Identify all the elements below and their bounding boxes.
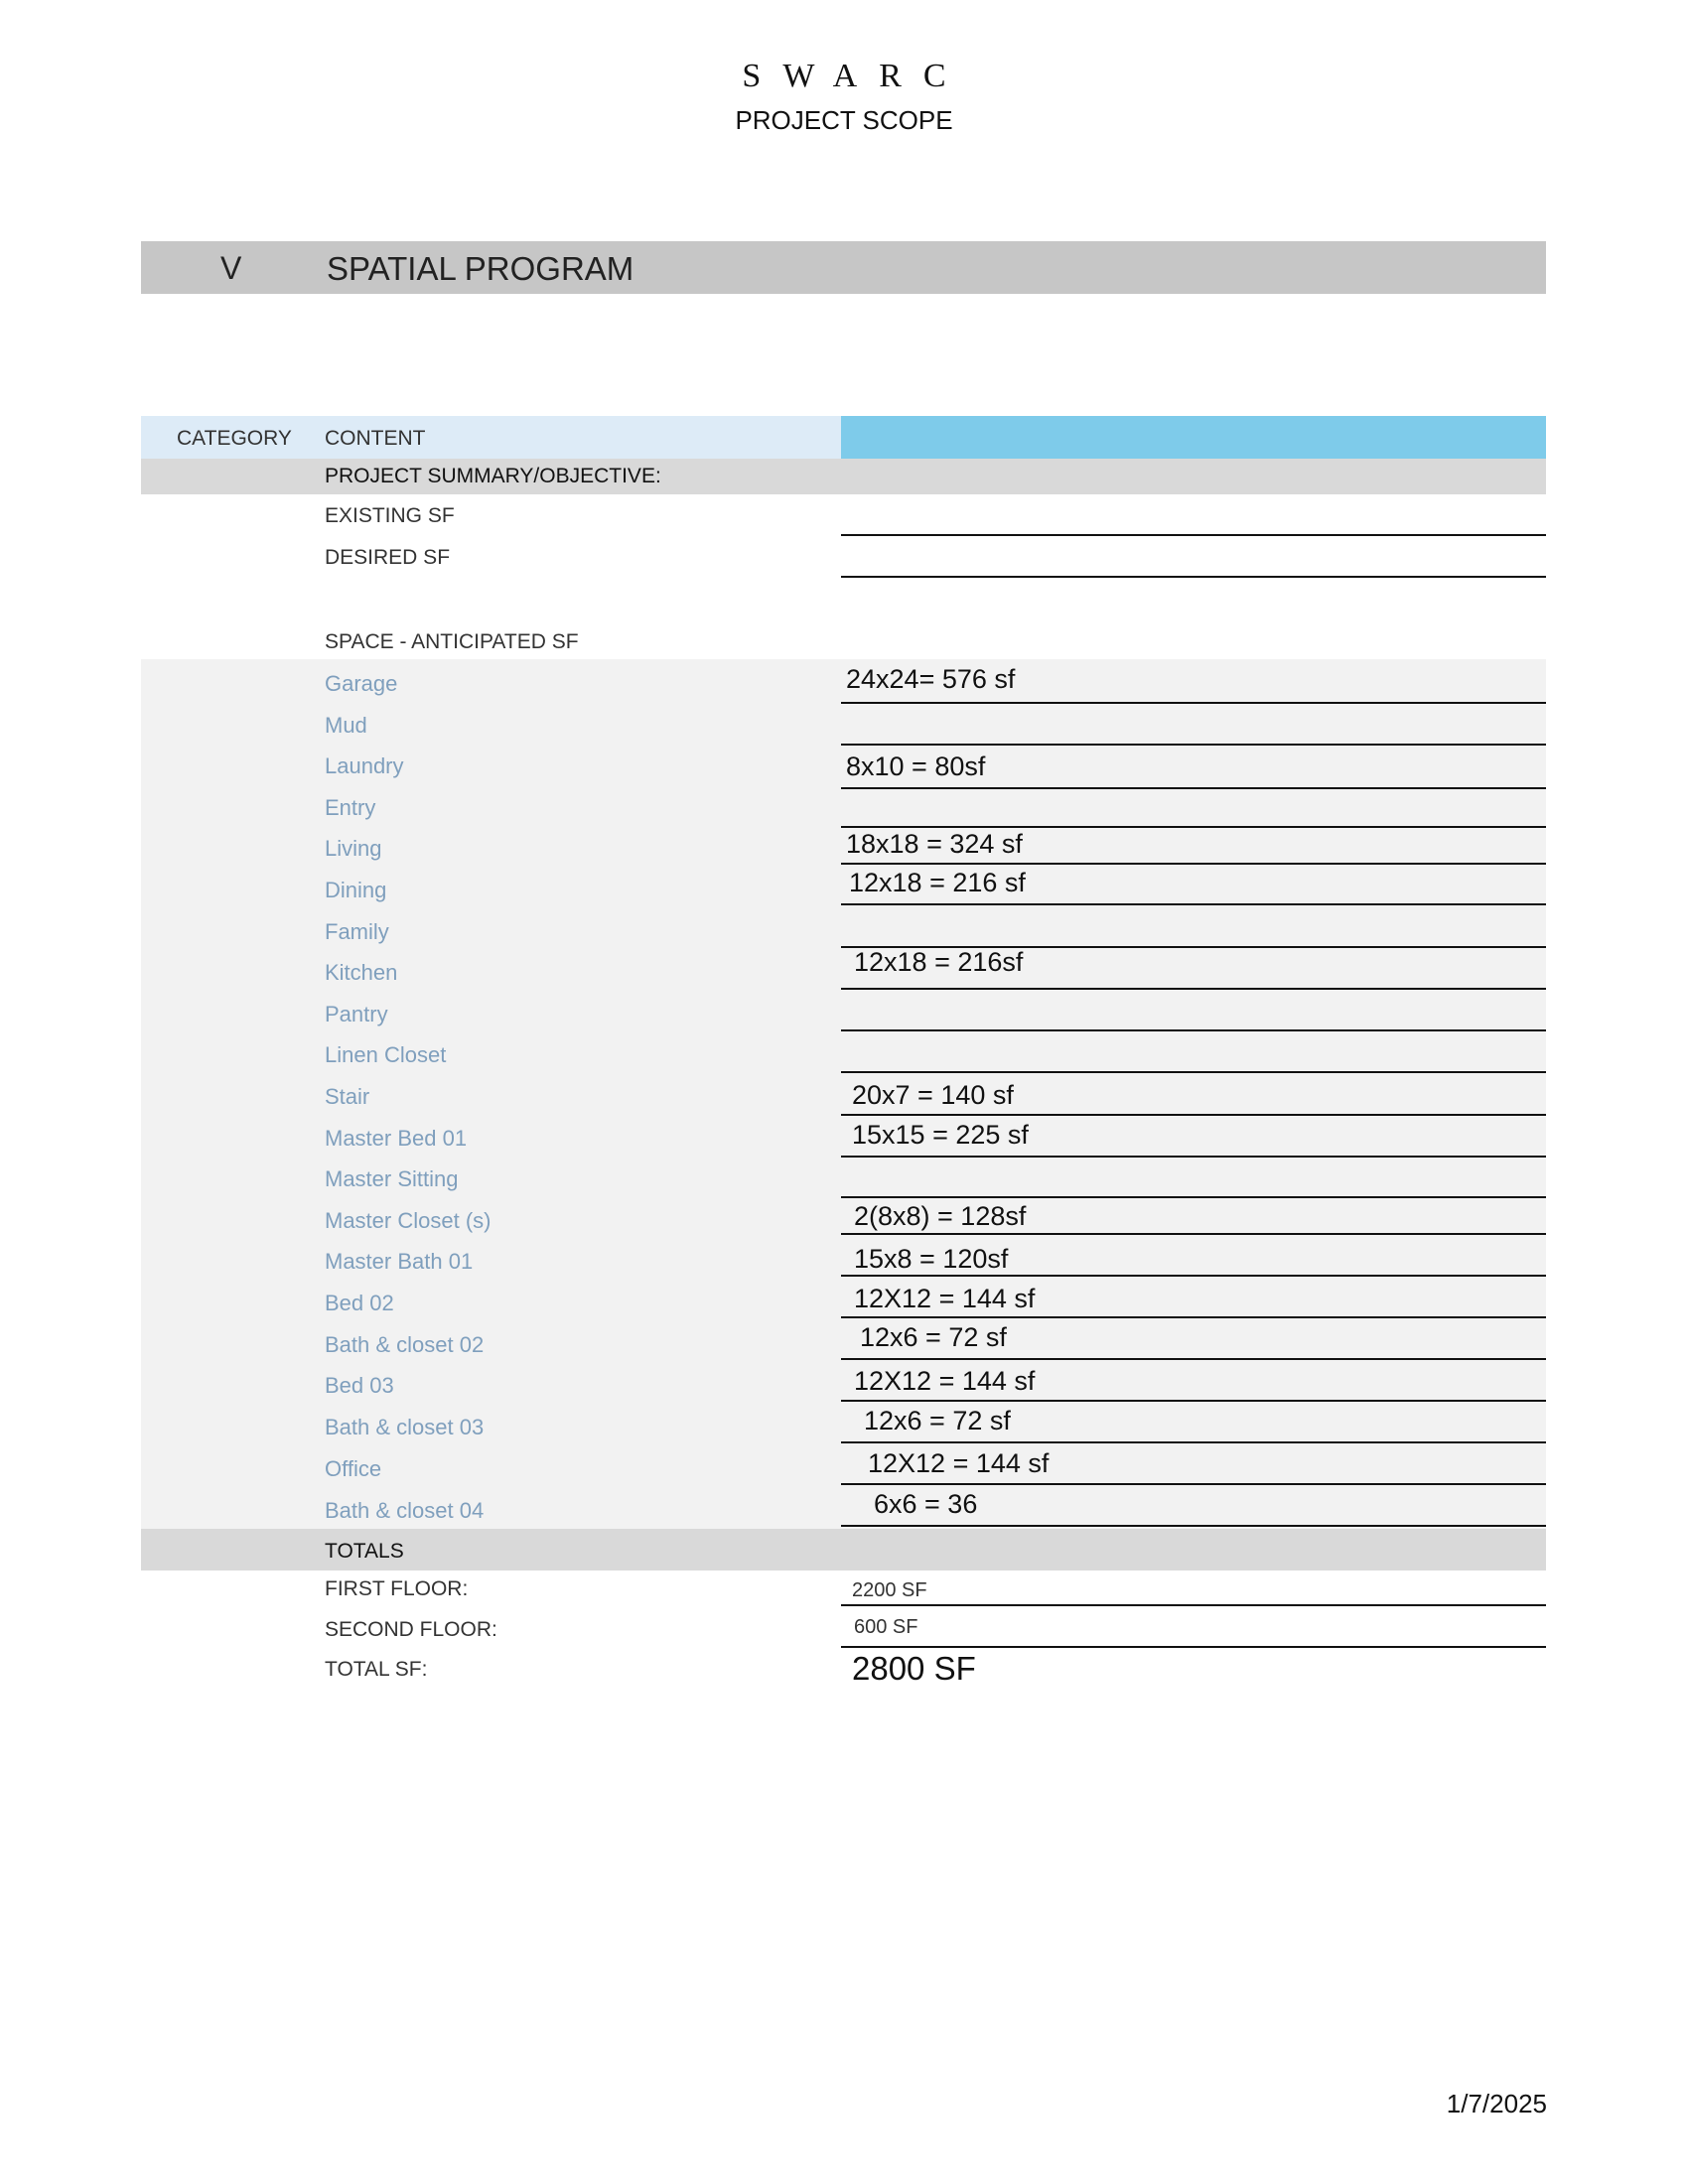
space-value: 12x6 = 72 sf <box>860 1322 1007 1352</box>
company-logo-text: SWARC <box>742 58 968 94</box>
space-rule <box>841 744 1546 746</box>
space-label: Master Bath 01 <box>325 1249 474 1274</box>
total-sf-label: TOTAL SF: <box>325 1658 428 1681</box>
second-floor-label: SECOND FLOOR: <box>325 1618 497 1641</box>
second-floor-value: 600 SF <box>854 1616 918 1638</box>
first-floor-label: FIRST FLOOR: <box>325 1577 469 1600</box>
space-label: Linen Closet <box>325 1042 447 1067</box>
space-rule <box>841 787 1546 789</box>
document-subtitle: PROJECT SCOPE <box>735 105 953 135</box>
space-rule <box>841 1071 1546 1073</box>
space-label: Stair <box>325 1084 370 1109</box>
space-value: 18x18 = 324 sf <box>846 829 1023 859</box>
space-label: Master Sitting <box>325 1166 459 1191</box>
space-rule <box>841 1316 1546 1318</box>
category-column-header <box>141 416 325 459</box>
content-header-label: CONTENT <box>325 427 426 450</box>
space-label: Bath & closet 03 <box>325 1415 485 1439</box>
footer-date: 1/7/2025 <box>1446 2089 1547 2118</box>
space-rule <box>841 1441 1546 1443</box>
summary-heading: PROJECT SUMMARY/OBJECTIVE: <box>325 465 661 487</box>
space-value: 6x6 = 36 <box>874 1489 978 1519</box>
space-value: 24x24= 576 sf <box>846 664 1016 694</box>
space-rule <box>841 1156 1546 1158</box>
total-sf-value: 2800 SF <box>852 1650 976 1687</box>
space-label: Living <box>325 836 382 861</box>
section-number: V <box>220 250 242 286</box>
space-rule <box>841 988 1546 990</box>
content-column-header <box>325 416 841 459</box>
category-header-label: CATEGORY <box>177 427 292 450</box>
section-title: SPATIAL PROGRAM <box>327 250 634 287</box>
space-label: Garage <box>325 671 398 696</box>
space-value: 12x18 = 216 sf <box>849 868 1026 897</box>
section-header-bar <box>141 241 1546 294</box>
space-label: Master Bed 01 <box>325 1126 468 1151</box>
space-label: Bed 02 <box>325 1291 394 1315</box>
space-label: Pantry <box>325 1002 388 1026</box>
space-rule <box>841 1029 1546 1031</box>
space-label: Family <box>325 919 389 944</box>
existing-sf-label: EXISTING SF <box>325 504 455 527</box>
space-value: 15x8 = 120sf <box>854 1244 1009 1274</box>
space-label: Bath & closet 02 <box>325 1332 485 1357</box>
space-value: 12X12 = 144 sf <box>854 1284 1036 1313</box>
space-rule <box>841 1400 1546 1402</box>
space-label: Office <box>325 1456 382 1481</box>
existing-sf-rule <box>841 534 1546 536</box>
space-rule <box>841 1114 1546 1116</box>
space-value: 12X12 = 144 sf <box>854 1366 1036 1396</box>
space-value: 8x10 = 80sf <box>846 751 986 781</box>
second-floor-rule <box>841 1646 1546 1648</box>
space-value: 12x18 = 216sf <box>854 947 1024 977</box>
first-floor-value: 2200 SF <box>852 1579 927 1601</box>
space-rule <box>841 1358 1546 1360</box>
space-rule <box>841 1483 1546 1485</box>
space-value: 20x7 = 140 sf <box>852 1080 1014 1110</box>
space-label: Bath & closet 04 <box>325 1498 485 1523</box>
space-label: Dining <box>325 878 387 902</box>
space-label: Mud <box>325 713 367 738</box>
space-heading: SPACE - ANTICIPATED SF <box>325 630 579 653</box>
space-rule <box>841 903 1546 905</box>
space-value: 12X12 = 144 sf <box>868 1448 1050 1478</box>
space-label: Entry <box>325 795 376 820</box>
space-label: Master Closet (s) <box>325 1208 492 1233</box>
desired-sf-label: DESIRED SF <box>325 546 451 569</box>
space-rule <box>841 1525 1546 1527</box>
space-label: Laundry <box>325 753 404 778</box>
space-rule <box>841 702 1546 704</box>
value-column-header <box>841 416 1546 459</box>
space-rule <box>841 1233 1546 1235</box>
space-value: 2(8x8) = 128sf <box>854 1201 1027 1231</box>
space-rule <box>841 1196 1546 1198</box>
desired-sf-rule <box>841 576 1546 578</box>
space-rule <box>841 826 1546 828</box>
first-floor-rule <box>841 1604 1546 1606</box>
space-label: Kitchen <box>325 960 398 985</box>
totals-heading: TOTALS <box>325 1540 404 1563</box>
space-rule <box>841 1275 1546 1277</box>
space-value: 12x6 = 72 sf <box>864 1406 1011 1435</box>
space-rule <box>841 863 1546 865</box>
space-value: 15x15 = 225 sf <box>852 1120 1029 1150</box>
space-label: Bed 03 <box>325 1373 394 1398</box>
